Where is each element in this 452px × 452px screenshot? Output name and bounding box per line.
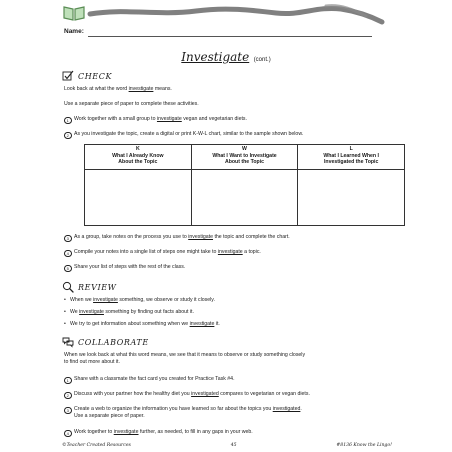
speech-bubbles-icon	[62, 336, 74, 348]
name-writing-line[interactable]	[88, 36, 372, 37]
collaborate-item-1: 1 Share with a classmate the fact card you created for Practice Task #4.	[64, 376, 394, 385]
title-main: Investigate	[181, 50, 250, 64]
kwl-column-k	[85, 145, 192, 225]
collaborate-heading	[62, 336, 149, 348]
kwl-header-w: W What I Want to Investigate About the Topic	[192, 145, 298, 170]
review-bullet-1: • When we investigate something, we observe or study it closely.	[70, 297, 390, 304]
check-item-5: 5 Share your list of steps with the rest of the class.	[64, 264, 394, 273]
collaborate-label: COLLABORATE	[78, 337, 149, 347]
kwl-cell-k[interactable]	[85, 170, 191, 225]
page-footer	[62, 443, 392, 448]
footer-page-number: 45	[230, 443, 237, 448]
check-heading	[62, 70, 112, 82]
check-instruction: Use a separate piece of paper to complete these activities.	[64, 101, 199, 107]
checkbox-check-icon	[62, 70, 74, 82]
check-label: CHECK	[78, 71, 113, 81]
name-label: Name:	[64, 28, 84, 35]
kwl-cell-l[interactable]	[298, 170, 404, 225]
collaborate-item-2: 2 Discuss with your partner how the healthy diet you investigated compares to vegetarian or vegan diets.	[64, 391, 394, 400]
review-heading	[62, 281, 116, 293]
review-bullet-2: • We investigate something by finding out facts about it.	[70, 309, 390, 316]
brush-stroke-decoration	[86, 0, 386, 30]
kwl-header-l: L What I Learned When I Investigated the Topic	[298, 145, 404, 170]
check-item-2: 2 As you investigate the topic, create a digital or print K-W-L chart, similar to the sample shown below.	[64, 131, 394, 140]
check-item-1: 1 Work together with a small group to investigate vegan and vegetarian diets.	[64, 116, 394, 125]
kwl-column-w	[192, 145, 299, 225]
kwl-chart	[84, 144, 405, 226]
page-title	[0, 48, 452, 66]
collaborate-item-4: 4 Work together to investigate further, as needed, to fill in any gaps in your web.	[64, 429, 394, 438]
kwl-column-l	[298, 145, 404, 225]
review-label: REVIEW	[78, 282, 117, 292]
check-item-4: 4 Compile your notes into a single list of steps one might take to investigate a topic.	[64, 249, 394, 258]
kwl-cell-w[interactable]	[192, 170, 298, 225]
review-bullet-3: • We try to get information about something when we investigate it.	[70, 321, 390, 328]
check-intro: Look back at what the word investigate means.	[64, 86, 172, 92]
kwl-header-k: K What I Already Know About the Topic	[85, 145, 191, 170]
collaborate-intro: When we look back at what this word means, we see that it means to observe or study something closely to find out more about it.	[64, 352, 306, 365]
open-book-icon	[62, 4, 86, 22]
footer-publisher: ©Teacher Created Resources	[62, 443, 131, 448]
footer-book-title: #8136 Know the Lingo!	[336, 443, 392, 448]
collaborate-item-3: 3 Create a web to organize the information you have learned so far about the topics you investigated. Use a separate piece of paper.	[64, 406, 394, 420]
magnifying-glass-icon	[62, 281, 74, 293]
title-sub: (cont.)	[253, 57, 271, 63]
name-row	[64, 28, 374, 40]
check-item-3: 3 As a group, take notes on the process you use to investigate the topic and complete the chart.	[64, 234, 394, 243]
